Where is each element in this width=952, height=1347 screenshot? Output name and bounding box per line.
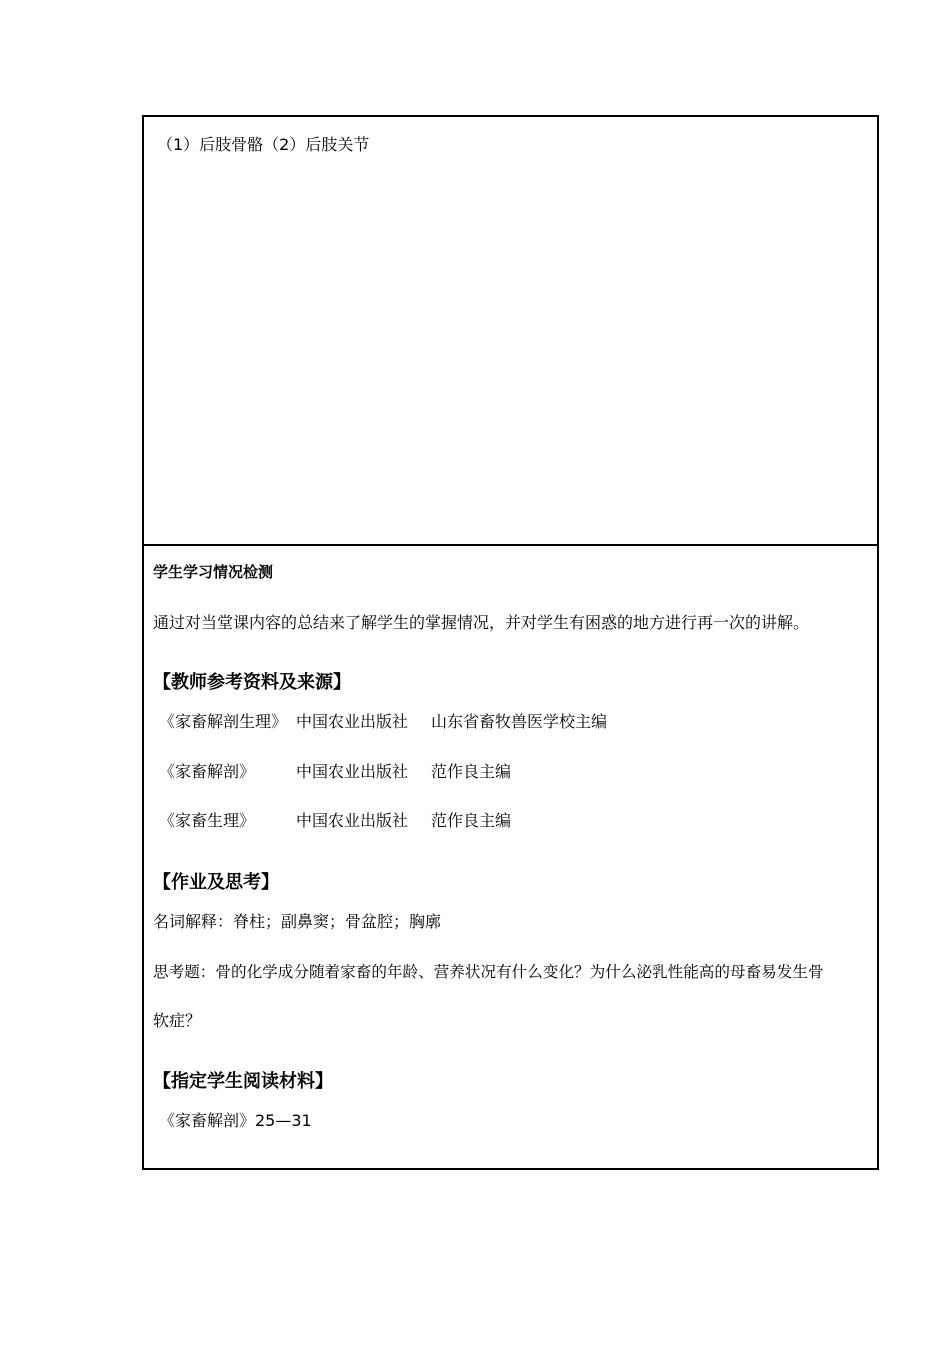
homework-question-line1: 思考题：骨的化学成分随着家畜的年龄、营养状况有什么变化？为什么泌乳性能高的母畜易发生骨 xyxy=(153,963,824,981)
reference-book: 《家畜解剖》 xyxy=(159,762,256,781)
homework-terms: 名词解释：脊柱；副鼻窦；骨盆腔；胸廓 xyxy=(153,912,442,931)
reference-publisher: 中国农业出版社 xyxy=(296,762,409,781)
reference-editor: 范作良主编 xyxy=(431,811,512,830)
reference-editor: 范作良主编 xyxy=(431,762,512,781)
check-body: 通过对当堂课内容的总结来了解学生的掌握情况，并对学生有困惑的地方进行再一次的讲解。 xyxy=(153,613,810,632)
reference-book: 《家畜生理》 xyxy=(159,811,256,830)
content-text: （1）后肢骨骼（2）后肢关节 xyxy=(157,135,370,154)
references-heading: 【教师参考资料及来源】 xyxy=(153,672,351,693)
content-cell xyxy=(144,117,877,546)
reference-publisher: 中国农业出版社 xyxy=(296,712,409,731)
homework-heading: 【作业及思考】 xyxy=(153,872,279,893)
reference-book: 《家畜解剖生理》 xyxy=(159,712,288,731)
reading-heading: 【指定学生阅读材料】 xyxy=(153,1071,333,1092)
check-title: 学生学习情况检测 xyxy=(153,563,274,581)
reading-text: 《家畜解剖》25—31 xyxy=(159,1111,312,1130)
reference-publisher: 中国农业出版社 xyxy=(296,811,409,830)
assessment-cell xyxy=(144,546,877,1168)
homework-question-line2: 软症？ xyxy=(153,1011,202,1030)
lesson-table xyxy=(142,115,879,1170)
reference-editor: 山东省畜牧兽医学校主编 xyxy=(431,712,608,731)
